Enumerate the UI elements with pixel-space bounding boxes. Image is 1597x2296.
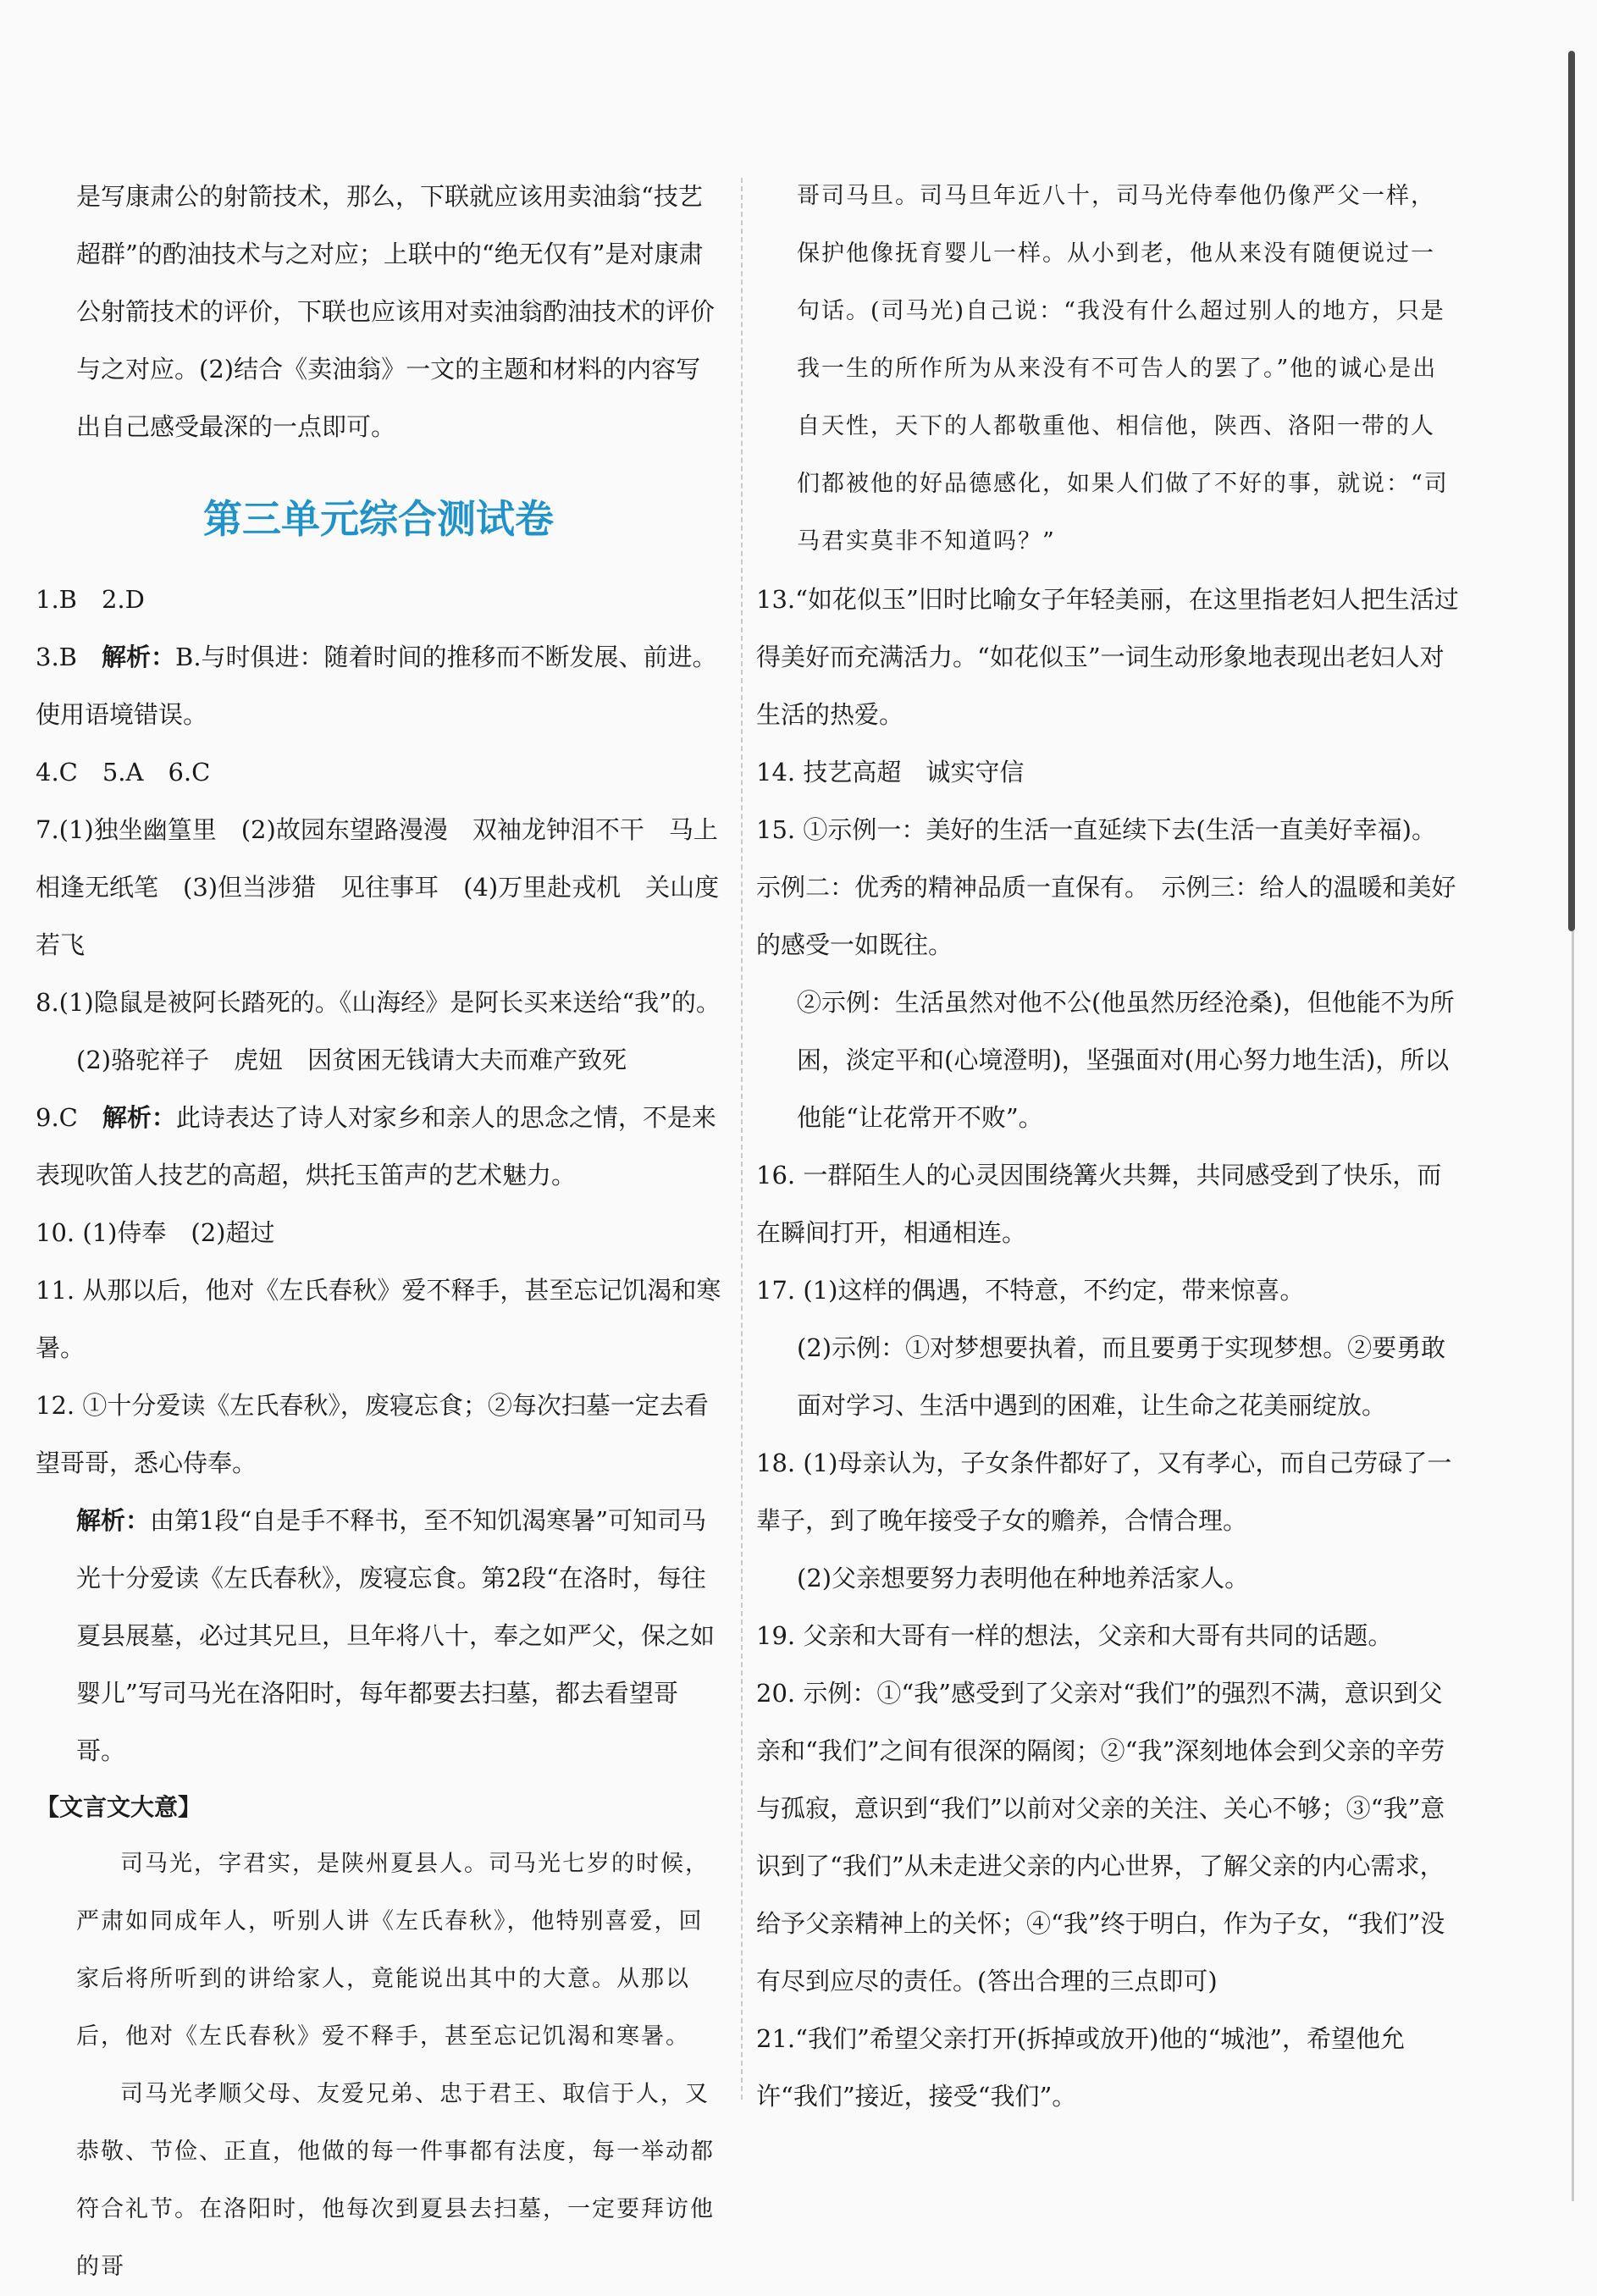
- intro-paragraph: 是写康肃公的射箭技术，那么，下联就应该用卖油翁“技艺超群”的酌油技术与之对应；上联中的“绝无仅有”是对康肃公射箭技术的评价，下联也应该用对卖油翁酌油技术的评价与之对应。(2)结合《卖油翁》一文的主题和材料的内容写出自己感受最深的一点即可。: [76, 182, 716, 441]
- answer-1-2: 1.B 2.D: [36, 585, 145, 614]
- answer-9-number: 9.C: [36, 1103, 78, 1132]
- answer-13: 13.“如花似玉”旧时比喻女子年轻美丽，在这里指老妇人把生活过得美好而充满活力。“如花似玉”一词生动形象地表现出老妇人对生活的热爱。: [756, 585, 1459, 729]
- page-edge-shadow: [1568, 51, 1575, 931]
- answer-15-part2: ②示例：生活虽然对他不公(他虽然历经沧桑)，但他能不为所困，淡定平和(心境澄明)，坚强面对(用心努力地生活)，所以他能“让花常开不败”。: [797, 988, 1455, 1132]
- analysis-label: 解析：: [102, 643, 176, 671]
- answer-17-part2: (2)示例：①对梦想要执着，而且要勇于实现梦想。②要勇敢面对学习、生活中遇到的困难，让生命之花美丽绽放。: [797, 1333, 1446, 1420]
- answer-16: 16. 一群陌生人的心灵因围绕篝火共舞，共同感受到了快乐，而在瞬间打开，相通相连。: [756, 1161, 1442, 1247]
- answer-12-analysis: [36, 1492, 721, 1780]
- answer-21: 21.“我们”希望父亲打开(拆掉或放开)他的“城池”，希望他允许“我们”接近，接受“我们”。: [756, 2024, 1406, 2111]
- section-heading: 【文言文大意】: [36, 1793, 202, 1821]
- answer-8-part2: (2)骆驼祥子 虎妞 因贫困无钱请大夫而难产致死: [76, 1046, 627, 1074]
- answer-9: [36, 1089, 721, 1204]
- answer-7: 7.(1)独坐幽篁里 (2)故园东望路漫漫 双袖龙钟泪不干 马上相逢无纸笔 (3)但当涉猎 见往事耳 (4)万里赴戎机 关山度若飞: [36, 815, 720, 959]
- answer-3-text: B.与时俱进：随着时间的推移而不断发展、前进。使用语境错误。: [36, 643, 717, 729]
- answer-20: 20. 示例：①“我”感受到了父亲对“我们”的强烈不满，意识到父亲和“我们”之间有很深的隔阂；②“我”深刻地体会到父亲的辛劳与孤寂，意识到“我们”以前对父亲的关注、关心不够；③“我”意识到了“我们”从未走进父亲的内心世界，了解父亲的内心需求，给予父亲精神上的关怀；④“我”终于明白，作为子女，“我们”没有尽到应尽的责任。(答出合理的三点即可): [756, 1679, 1445, 1995]
- answer-9-text: 此诗表达了诗人对家乡和亲人的思念之情，不是来表现吹笛人技艺的高超，烘托玉笛声的艺术魅力。: [36, 1103, 716, 1189]
- answer-10: 10. (1)侍奉 (2)超过: [36, 1218, 275, 1247]
- answer-14: 14. 技艺高超 诚实守信: [756, 758, 1025, 786]
- answer-18-part2: (2)父亲想要努力表明他在种地养活家人。: [797, 1564, 1250, 1592]
- answer-18-part1: 18. (1)母亲认为，子女条件都好了，又有孝心，而自己劳碌了一辈子，到了晚年接受子女的赡养，合情合理。: [756, 1449, 1452, 1535]
- page-edge-line: [1572, 931, 1574, 2201]
- translation-paragraph-1: 司马光，字君实，是陕州夏县人。司马光七岁的时候，严肃如同成年人，听别人讲《左氏春秋》，他特别喜爱，回家后将所听到的讲给家人，竟能说出其中的大意。从那以后，他对《左氏春秋》爱不释手，甚至忘记饥渴和寒暑。: [76, 1851, 710, 2050]
- answer-4-6: 4.C 5.A 6.C: [36, 758, 211, 786]
- left-column: [36, 168, 721, 2296]
- analysis-label: 解析：: [102, 1103, 176, 1132]
- answer-3: [36, 628, 721, 743]
- answer-3-number: 3.B: [36, 643, 77, 671]
- translation-paragraph-3: 哥司马旦。司马旦年近八十，司马光侍奉他仍像严父一样，保护他像抚育婴儿一样。从小到老，他从来没有随便说过一句话。(司马光)自己说：“我没有什么超过别人的地方，只是我一生的所作所为从来没有不可告人的罢了。”他的诚心是出自天性，天下的人都敬重他、相信他，陕西、洛阳一带的人们都被他的好品德感化，如果人们做了不好的事，就说：“司马君实莫非不知道吗？”: [797, 183, 1449, 555]
- right-column: [756, 168, 1459, 2125]
- page-title: 第三单元综合测试卷: [203, 496, 554, 542]
- answer-12: 12. ①十分爱读《左氏春秋》，废寝忘食；②每次扫墓一定去看望哥哥，悉心侍奉。: [36, 1391, 709, 1477]
- answer-8-part1: 8.(1)隐鼠是被阿长踏死的。《山海经》是阿长买来送给“我”的。: [36, 988, 721, 1017]
- answer-11: 11. 从那以后，他对《左氏春秋》爱不释手，甚至忘记饥渴和寒暑。: [36, 1276, 721, 1362]
- translation-paragraph-2: 司马光孝顺父母、友爱兄弟、忠于君王、取信于人，又恭敬、节俭、正直，他做的每一件事都有法度，每一举动都符合礼节。在洛阳时，他每次到夏县去扫墓，一定要拜访他的哥: [76, 2081, 715, 2280]
- answer-15-part1: 15. ①示例一：美好的生活一直延续下去(生活一直美好幸福)。示例二：优秀的精神品质一直保有。 示例三：给人的温暖和美好的感受一如既往。: [756, 815, 1456, 959]
- answer-19: 19. 父亲和大哥有一样的想法，父亲和大哥有共同的话题。: [756, 1621, 1393, 1650]
- answer-12-analysis-text: 由第1段“自是手不释书，至不知饥渴寒暑”可知司马光十分爱读《左氏春秋》，废寝忘食。第2段“在洛时，每往夏县展墓，必过其兄旦，旦年将八十，奉之如严父，保之如婴儿”写司马光在洛阳时，每年都要去扫墓，都去看望哥哥。: [76, 1506, 716, 1765]
- analysis-label: 解析：: [76, 1506, 151, 1535]
- column-divider: [741, 178, 743, 2100]
- answer-17-part1: 17. (1)这样的偶遇，不特意，不约定，带来惊喜。: [756, 1276, 1305, 1305]
